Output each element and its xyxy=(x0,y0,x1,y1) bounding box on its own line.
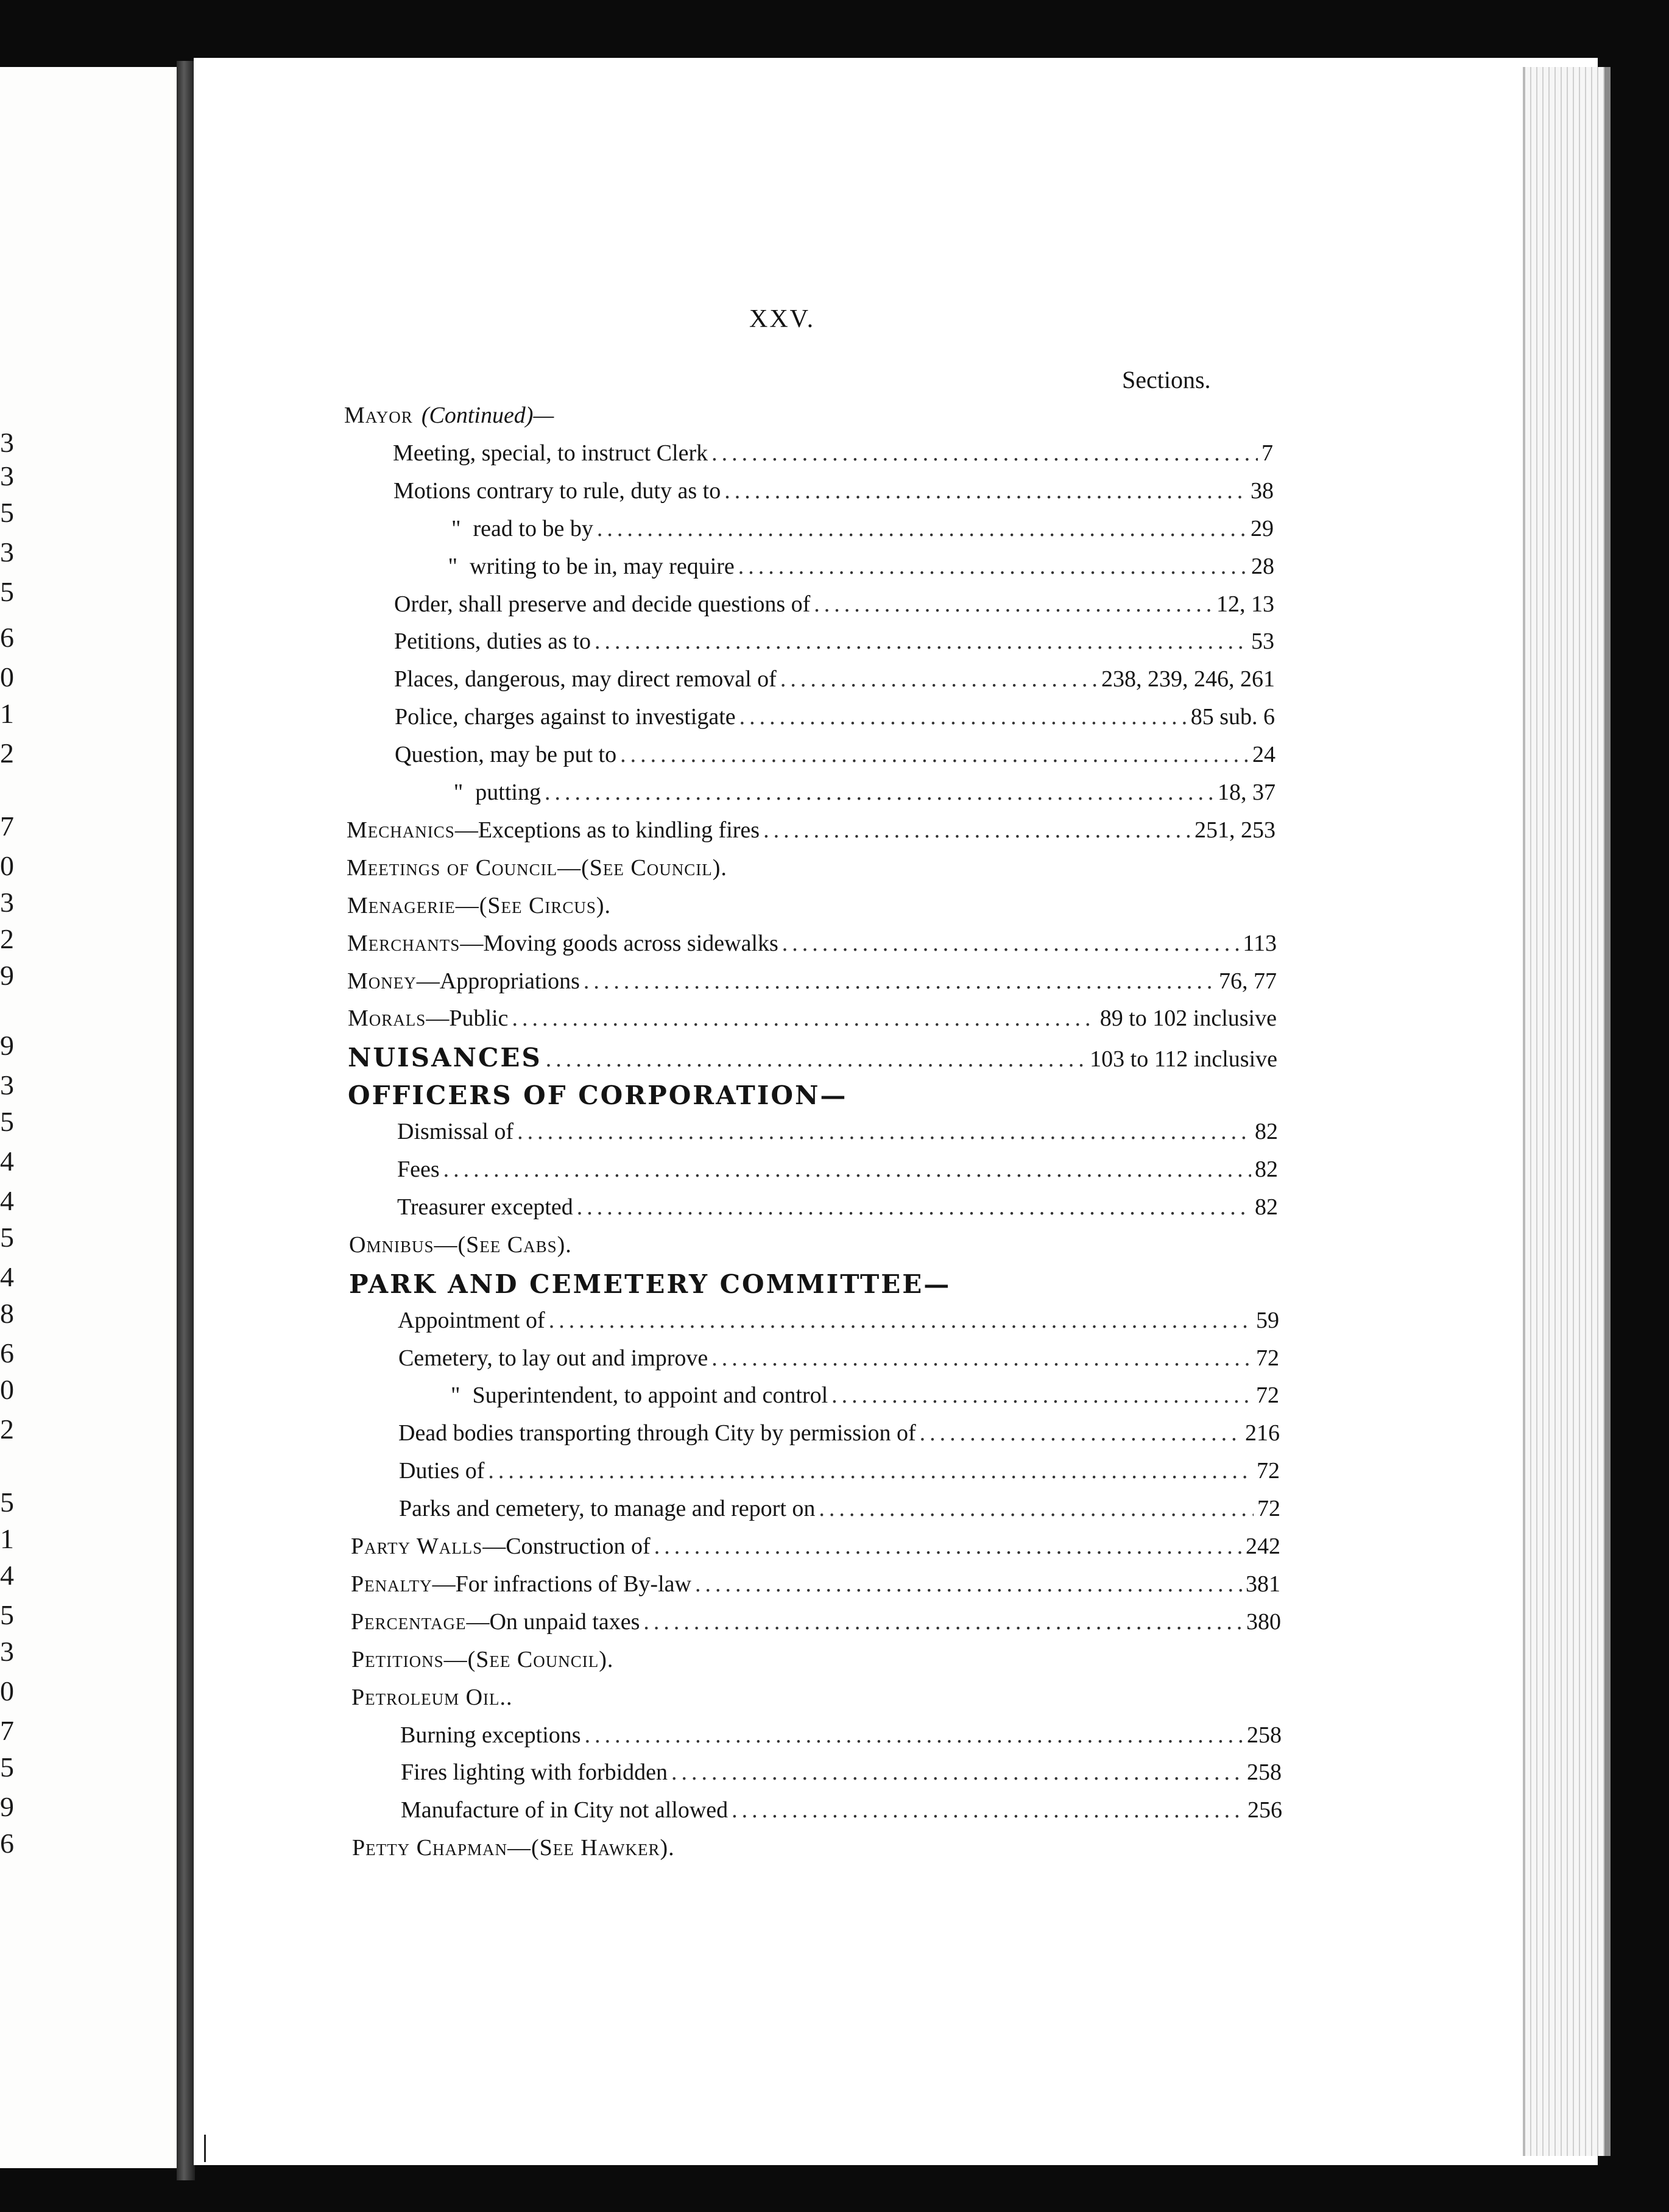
entry-text xyxy=(347,930,778,957)
index-entry xyxy=(351,1571,1280,1608)
entry-text: Police, charges against to investigate xyxy=(395,704,736,730)
entry-text xyxy=(348,1005,508,1032)
margin-digit: 6 xyxy=(0,1337,14,1368)
continued-note: (Continued)— xyxy=(421,403,554,428)
entry-heading: Mechanics xyxy=(347,817,455,843)
entry-heading: Money xyxy=(347,968,417,994)
page-mark xyxy=(204,2135,224,2162)
entry-text: Dead bodies transporting through City by permission of xyxy=(398,1420,916,1446)
margin-digit: 3 xyxy=(0,887,14,918)
margin-digit: 3 xyxy=(0,460,14,491)
dot-leader xyxy=(585,1722,1243,1749)
dot-leader xyxy=(695,1571,1242,1597)
section-reference: 12, 13 xyxy=(1216,591,1274,617)
entry-text: Fires lighting with forbidden xyxy=(401,1759,668,1786)
dot-leader xyxy=(597,515,1247,542)
page-edges xyxy=(1523,67,1611,2156)
dot-leader xyxy=(739,703,1187,730)
margin-digit: 6 xyxy=(0,622,14,653)
index-entry xyxy=(394,628,1274,666)
index-entry xyxy=(400,1722,1282,1759)
dot-leader xyxy=(545,779,1214,806)
section-reference: 59 xyxy=(1256,1307,1279,1333)
index-entry xyxy=(349,1269,1279,1307)
margin-digit: 1 xyxy=(0,1523,14,1554)
section-reference: 82 xyxy=(1255,1194,1278,1220)
dot-leader xyxy=(782,930,1240,957)
index-entry xyxy=(401,1797,1282,1834)
dot-leader xyxy=(831,1382,1252,1409)
entry-text xyxy=(351,1571,691,1597)
section-reference: 82 xyxy=(1255,1119,1278,1145)
margin-digit: 5 xyxy=(0,1752,14,1783)
margin-digit: 9 xyxy=(0,1030,14,1061)
index-entry xyxy=(395,703,1275,741)
index-entry xyxy=(397,1156,1278,1194)
index-entry xyxy=(398,1345,1279,1382)
section-reference: 113 xyxy=(1243,930,1277,956)
margin-digit: 4 xyxy=(0,1261,14,1292)
index-entry xyxy=(349,1231,1279,1269)
index-entry xyxy=(399,1495,1280,1533)
index-entry xyxy=(450,1382,1279,1420)
section-reference: 29 xyxy=(1251,515,1274,541)
margin-digit: 3 xyxy=(0,427,14,458)
dot-leader xyxy=(819,1495,1254,1522)
index-entry xyxy=(351,1684,1282,1722)
entry-text: Burning exceptions xyxy=(400,1722,581,1748)
margin-digit: 0 xyxy=(0,661,14,692)
entry-text: Order, shall preserve and decide questions of xyxy=(394,591,811,617)
dot-leader xyxy=(732,1797,1244,1823)
index-entry xyxy=(445,553,1274,591)
index-entry xyxy=(447,779,1276,817)
dot-leader xyxy=(577,1194,1251,1220)
entry-text: Petty Chapman—(See Hawker). xyxy=(352,1835,675,1861)
section-reference: 76, 77 xyxy=(1219,968,1277,994)
dot-leader xyxy=(738,553,1247,580)
section-reference: 72 xyxy=(1257,1458,1280,1484)
entry-text: Petitions—(See Council). xyxy=(351,1646,614,1672)
section-reference: 53 xyxy=(1251,629,1274,655)
entry-text xyxy=(351,1608,640,1635)
entry-subject: —Exceptions as to kindling fires xyxy=(454,817,760,843)
margin-digit: 5 xyxy=(0,576,14,607)
margin-digit: 5 xyxy=(0,1222,14,1253)
dot-leader xyxy=(512,1005,1096,1032)
index-entry xyxy=(351,1533,1280,1571)
margin-digit: 4 xyxy=(0,1146,14,1177)
section-reference: 82 xyxy=(1255,1157,1278,1182)
dot-leader xyxy=(780,666,1098,692)
dot-leader xyxy=(711,440,1258,467)
index-entry xyxy=(445,515,1274,553)
margin-digit: 0 xyxy=(0,1374,14,1405)
entry-heading: OFFICERS OF CORPORATION— xyxy=(348,1080,848,1111)
index-entry xyxy=(394,666,1275,703)
entry-text: Mayor xyxy=(344,403,413,428)
entry-heading: Party Walls xyxy=(351,1534,483,1559)
margin-digit: 0 xyxy=(0,1675,14,1707)
margin-digit: 5 xyxy=(0,497,14,528)
dot-leader xyxy=(620,741,1249,768)
entry-text: Appointment of xyxy=(398,1307,545,1333)
entry-heading: PARK AND CEMETERY COMMITTEE— xyxy=(349,1269,951,1299)
entry-text: Places, dangerous, may direct removal of xyxy=(394,666,777,692)
index-entry xyxy=(348,1080,1277,1118)
section-reference: 256 xyxy=(1247,1797,1282,1823)
margin-digit: 3 xyxy=(0,537,14,568)
section-reference: 28 xyxy=(1251,553,1274,579)
margin-digit: 5 xyxy=(0,1106,14,1137)
entry-text: Duties of xyxy=(399,1458,485,1484)
index-entry xyxy=(394,591,1274,629)
index-entry xyxy=(395,741,1276,779)
index-entry xyxy=(347,817,1276,854)
section-reference: 18, 37 xyxy=(1218,780,1276,805)
section-reference: 89 to 102 inclusive xyxy=(1099,1006,1277,1032)
index-entry xyxy=(347,930,1277,968)
dot-leader xyxy=(546,1046,1086,1073)
margin-digit: 7 xyxy=(0,1715,14,1746)
entry-subject: —On unpaid taxes xyxy=(466,1608,640,1635)
entry-text: read to be by xyxy=(473,515,593,541)
index-entry xyxy=(397,1118,1278,1156)
margin-digit: 1 xyxy=(0,698,14,729)
entry-text: Petroleum Oil.. xyxy=(351,1684,513,1710)
dot-leader xyxy=(443,1156,1251,1183)
margin-digit: 2 xyxy=(0,1414,14,1445)
ditto-mark: " xyxy=(448,553,457,579)
entry-text: Meetings of Council—(See Council). xyxy=(347,854,727,881)
page-number: XXV. xyxy=(749,305,816,333)
entry-text: Superintendent, to appoint and control xyxy=(472,1382,828,1409)
entry-text xyxy=(347,817,760,844)
entry-subject: —Moving goods across sidewalks xyxy=(460,930,778,956)
margin-digit: 4 xyxy=(0,1185,14,1216)
index-entry xyxy=(347,892,1276,930)
entry-heading: NUISANCES xyxy=(348,1043,542,1073)
margin-digit: 0 xyxy=(0,850,14,881)
entry-text: Manufacture of in City not allowed xyxy=(401,1797,729,1823)
dot-leader xyxy=(654,1533,1242,1560)
entry-text: Parks and cemetery, to manage and report on xyxy=(399,1496,816,1522)
section-reference: 216 xyxy=(1245,1420,1280,1446)
ditto-mark: " xyxy=(451,515,461,541)
section-reference: 381 xyxy=(1246,1571,1280,1597)
margin-digit: 4 xyxy=(0,1560,14,1591)
index-entry xyxy=(393,477,1274,515)
section-reference: 38 xyxy=(1251,477,1274,504)
entry-heading: Percentage xyxy=(351,1608,467,1635)
index-entry xyxy=(397,1194,1278,1231)
section-reference: 72 xyxy=(1257,1496,1280,1522)
section-reference: 72 xyxy=(1256,1345,1279,1371)
entry-text: putting xyxy=(475,780,541,805)
dot-leader xyxy=(814,591,1213,618)
entry-heading: Merchants xyxy=(347,930,460,956)
entry-text: Petitions, duties as to xyxy=(394,629,591,655)
margin-digit: 9 xyxy=(0,1791,14,1822)
dot-leader xyxy=(643,1608,1243,1635)
entry-text: writing to be in, may require xyxy=(470,553,735,579)
dot-leader xyxy=(724,477,1247,504)
margin-digit: 6 xyxy=(0,1828,14,1859)
entry-subject: —Construction of xyxy=(482,1534,651,1559)
index-entry xyxy=(351,1646,1281,1684)
section-reference: 85 sub. 6 xyxy=(1190,704,1275,730)
index-entry xyxy=(348,1005,1277,1043)
entry-subject: —For infractions of By-law xyxy=(432,1571,691,1597)
section-reference: 103 to 112 inclusive xyxy=(1090,1046,1277,1073)
sections-column-header: Sections. xyxy=(1122,366,1211,393)
margin-digit: 3 xyxy=(0,1636,14,1667)
index-entry xyxy=(352,1834,1282,1872)
entry-subject: —Public xyxy=(426,1006,509,1032)
section-reference: 238, 239, 246, 261 xyxy=(1101,666,1275,692)
index-entry xyxy=(393,440,1273,477)
entry-text: Treasurer excepted xyxy=(397,1194,573,1220)
dot-leader xyxy=(920,1420,1241,1446)
index-entry xyxy=(401,1759,1282,1797)
index-entry xyxy=(399,1457,1280,1495)
margin-digit: 7 xyxy=(0,811,14,842)
section-reference: 242 xyxy=(1246,1534,1280,1559)
entry-text: Menagerie—(See Circus). xyxy=(347,892,612,918)
margin-digit: 5 xyxy=(0,1599,14,1630)
book-spine xyxy=(177,61,195,2180)
margin-digit: 5 xyxy=(0,1487,14,1518)
margin-digit: 9 xyxy=(0,960,14,991)
section-reference: 251, 253 xyxy=(1194,817,1276,843)
section-reference: 7 xyxy=(1261,440,1273,466)
entry-text xyxy=(347,968,580,995)
index-entry xyxy=(344,402,1273,440)
index-entry xyxy=(348,1043,1277,1080)
margin-digit: 2 xyxy=(0,923,14,954)
section-reference: 258 xyxy=(1247,1759,1282,1786)
entry-text: Omnibus—(See Cabs). xyxy=(349,1231,572,1258)
entry-text: Motions contrary to rule, duty as to xyxy=(393,477,721,504)
dot-leader xyxy=(671,1759,1243,1786)
index-entry xyxy=(351,1608,1281,1646)
index-entry xyxy=(347,968,1277,1006)
ditto-mark: " xyxy=(453,780,464,805)
entry-heading: Morals xyxy=(348,1006,426,1032)
dot-leader xyxy=(584,968,1215,995)
section-reference: 72 xyxy=(1256,1382,1279,1409)
section-reference: 380 xyxy=(1246,1608,1281,1635)
section-reference: 24 xyxy=(1252,742,1276,768)
entry-text: Meeting, special, to instruct Clerk xyxy=(393,440,708,466)
index-entry xyxy=(398,1420,1280,1457)
entry-text: Question, may be put to xyxy=(395,742,617,768)
ditto-mark: " xyxy=(451,1382,460,1409)
dot-leader xyxy=(595,628,1247,655)
facing-page-edge xyxy=(0,67,183,2168)
entry-heading: Penalty xyxy=(351,1571,432,1597)
entry-subject: —Appropriations xyxy=(416,968,580,994)
dot-leader xyxy=(711,1345,1252,1372)
section-reference: 258 xyxy=(1247,1722,1282,1748)
entry-text: Cemetery, to lay out and improve xyxy=(398,1345,708,1371)
margin-digit: 3 xyxy=(0,1069,14,1101)
entry-text xyxy=(351,1533,651,1560)
index-entry xyxy=(398,1307,1279,1345)
dot-leader xyxy=(517,1118,1251,1145)
dot-leader xyxy=(763,817,1191,844)
margin-digit: 2 xyxy=(0,738,14,769)
dot-leader xyxy=(549,1307,1252,1334)
index-entry xyxy=(347,854,1276,892)
dot-leader xyxy=(488,1457,1253,1484)
entry-text: Fees xyxy=(397,1157,440,1182)
entry-text: Dismissal of xyxy=(397,1119,514,1145)
margin-digit: 8 xyxy=(0,1298,14,1329)
